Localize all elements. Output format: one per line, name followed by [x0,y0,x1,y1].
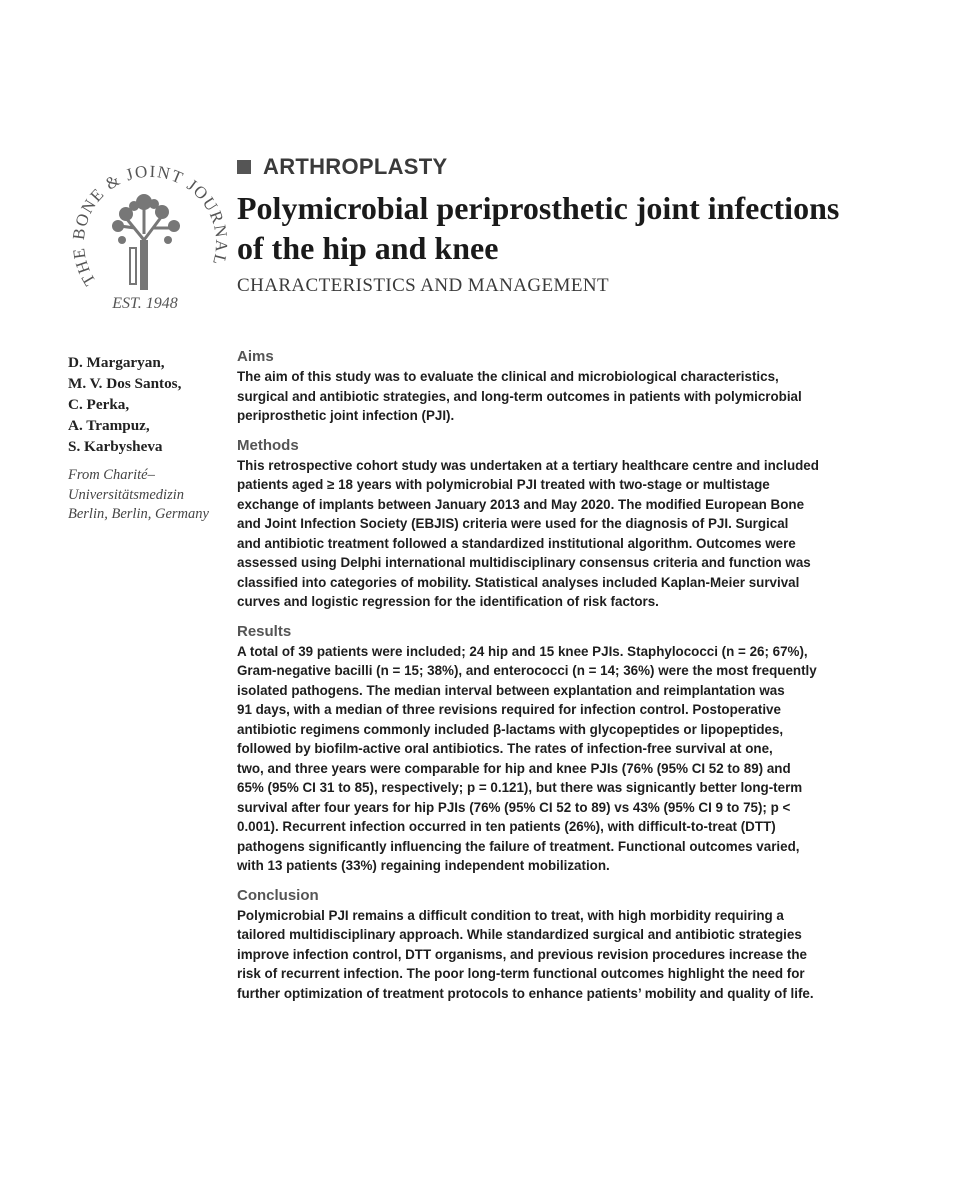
abstract-body-conclusion [237,906,897,1004]
abstract-line: assessed using Delphi international multidisciplinary consensus criteria and function was [237,555,811,570]
abstract-line: isolated pathogens. The median interval between explantation and reimplantation was [237,682,785,698]
abstract-line: 91 days, with a median of three revisions required for infection control. Postoperative [237,702,781,717]
abstract-line: patients aged ≥ 18 years with polymicrobial PJI treated with two-stage or multistage [237,477,770,492]
affiliation [68,466,233,525]
author-list [68,352,233,457]
abstract-line: Gram-negative bacilli (n = 15; 38%), and enterococci (n = 14; 36%) were the most frequently [237,663,817,678]
title-line: of the hip and knee [237,230,499,266]
abstract-line: risk of recurrent infection. The poor long-term functional outcomes highlight the need for [237,966,805,981]
abstract-line: and Joint Infection Society (EBJIS) criteria were used for the diagnosis of PJI. Surgical [237,516,789,531]
author: D. Margaryan, [68,354,165,371]
abstract-line: with 13 patients (33%) regaining independent mobilization. [237,858,610,873]
abstract-line: followed by biofilm-active oral antibiotics. The rates of infection-free survival at one, [237,741,773,756]
author: S. Karbysheva [68,438,163,455]
abstract-line: survival after four years for hip PJIs (76% (95% CI 52 to 89) vs 43% (95% CI 9 to 75); p < [237,799,791,815]
abstract-line: periprosthetic joint infection (PJI). [237,408,455,423]
logo-est-text: EST. 1948 [112,295,178,312]
abstract-heading-results: Results [237,622,292,640]
abstract-line: surgical and antibiotic strategies, and long-term outcomes in patients with polymicrobial [237,388,802,404]
author: A. Trampuz, [68,417,150,434]
article-subtitle: CHARACTERISTICS AND MANAGEMENT [237,275,609,296]
journal-logo [60,148,230,318]
affiliation-line: From Charité– [68,467,155,483]
section-label-text: ARTHROPLASTY [263,154,448,179]
abstract-line: A total of 39 patients were included; 24 hip and 15 knee PJIs. Staphylococci (n = 26; 67%), [237,643,808,659]
abstract-line: pathogens significantly influencing the failure of treatment. Functional outcomes varied, [237,838,800,854]
affiliation-line: Universitätsmedizin [68,486,184,503]
abstract-line: two, and three years were comparable for hip and knee PJIs (76% (95% CI 52 to 89) and [237,760,791,776]
affiliation-line: Berlin, Berlin, Germany [68,506,209,522]
section-square-icon [237,160,251,174]
section-label [237,154,448,180]
abstract-body-results [237,642,897,876]
abstract-line: curves and logistic regression for the identification of risk factors. [237,594,659,609]
abstract-line: 65% (95% CI 31 to 85), respectively; p = 0.121), but there was signicantly better long-term [237,780,803,795]
abstract-heading-methods: Methods [237,436,299,454]
abstract-line: classified into categories of mobility. Statistical analyses included Kaplan-Meier survival [237,574,800,590]
svg-text:THE BONE & JOINT JOURNAL [69,162,230,289]
logo-arc-text: THE BONE & JOINT JOURNAL [68,161,230,289]
abstract-line: and antibiotic treatment followed a standardized institutional algorithm. Outcomes were [237,535,796,551]
abstract-line: Polymicrobial PJI remains a difficult condition to treat, with high morbidity requiring a [237,907,784,923]
abstract-line: exchange of implants between January 2013 and May 2020. The modified European Bone [237,496,805,512]
tree-logo-icon [60,148,230,318]
author: C. Perka, [68,396,130,413]
abstract-line: This retrospective cohort study was undertaken at a tertiary healthcare centre and included [237,457,819,473]
article-title [237,188,917,268]
abstract-line: 0.001). Recurrent infection occurred in ten patients (26%), with difficult-to-treat (DTT) [237,819,776,834]
abstract [237,347,897,1013]
author: M. V. Dos Santos, [68,375,182,392]
abstract-line: antibiotic regimens commonly included β-lactams with glycopeptides or lipopeptides, [237,721,784,737]
abstract-line: improve infection control, DTT organisms, and previous revision procedures increase the [237,946,807,962]
abstract-line: further optimization of treatment protocols to enhance patients’ mobility and quality of life. [237,985,814,1001]
abstract-heading-conclusion: Conclusion [237,886,319,904]
abstract-heading-aims: Aims [237,348,274,365]
abstract-line: tailored multidisciplinary approach. While standardized surgical and antibiotic strategies [237,927,802,942]
abstract-body-methods [237,456,897,612]
title-line: Polymicrobial periprosthetic joint infections [237,190,840,226]
abstract-line: The aim of this study was to evaluate the clinical and microbiological characteristics, [237,369,779,384]
abstract-body-aims [237,367,897,426]
